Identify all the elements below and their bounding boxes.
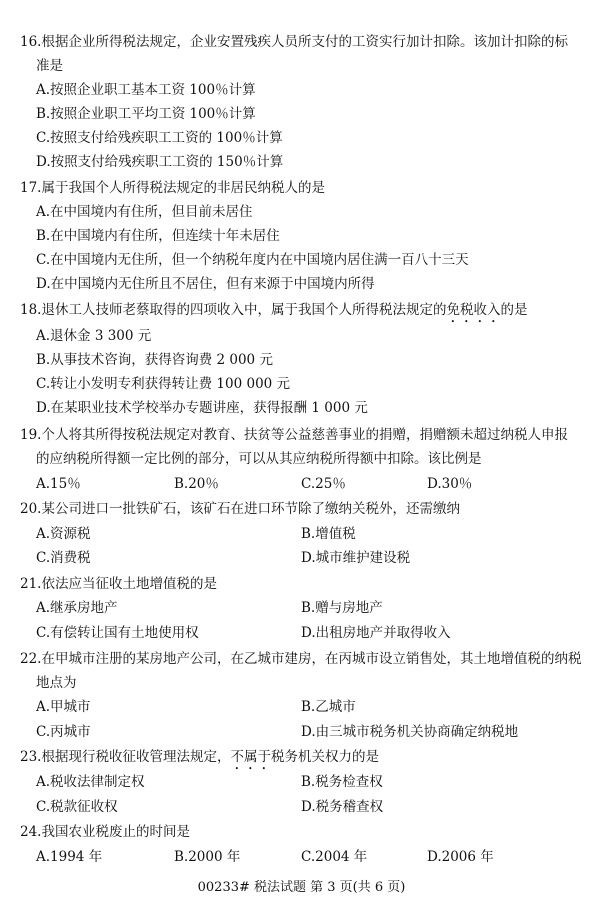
question-23-emphasis: 不属于 [230, 749, 271, 765]
question-21-option-c: C.有偿转让国有土地使用权 [36, 625, 199, 641]
question-24-option-a: A.1994 年 [36, 849, 103, 865]
question-19-option-a: A.15％ [36, 476, 81, 492]
question-21-option-d: D.出租房地产并取得收入 [301, 625, 451, 641]
question-24-option-d: D.2006 年 [427, 849, 494, 865]
question-21-stem: 21.依法应当征收土地增值税的是 [20, 576, 217, 592]
question-17-option-d: D.在中国境内无住所且不居住，但有来源于中国境内所得 [36, 276, 375, 292]
question-23-stem [20, 749, 379, 773]
question-19-stem-cont: 的应纳税所得额一定比例的部分，可以从其应纳税所得额中扣除。该比例是 [36, 451, 482, 467]
question-17-option-b: B.在中国境内有住所，但连续十年未居住 [36, 228, 280, 244]
question-24-option-b: B.2000 年 [174, 849, 241, 865]
question-22-stem: 22.在甲城市注册的某房地产公司，在乙城市建房，在丙城市设立销售处，其土地增值税的纳税 [20, 651, 582, 667]
question-16-option-a: A.按照企业职工基本工资 100％计算 [36, 82, 256, 98]
question-22-option-c: C.丙城市 [36, 724, 91, 740]
question-16-option-d: D.按照支付给残疾职工工资的 150％计算 [36, 154, 284, 170]
question-18-stem-after: 的是 [500, 302, 528, 318]
question-18-stem [20, 302, 527, 326]
question-19-option-c: C.25％ [301, 476, 346, 492]
question-20-stem: 20.某公司进口一批铁矿石，该矿石在进口环节除了缴纳关税外，还需缴纳 [20, 501, 460, 517]
question-16-stem-cont: 准是 [36, 58, 63, 74]
question-20-option-c: C.消费税 [36, 550, 91, 566]
question-23-option-a: A.税收法律制定权 [36, 774, 145, 790]
question-20-option-b: B.增值税 [301, 526, 356, 542]
question-17-stem: 17.属于我国个人所得税法规定的非居民纳税人的是 [20, 180, 325, 196]
question-19-option-d: D.30％ [427, 476, 473, 492]
question-20-option-a: A.资源税 [36, 526, 91, 542]
question-18-option-c: C.转让小发明专利获得转让费 100 000 元 [36, 376, 291, 392]
question-18-option-d: D.在某职业技术学校举办专题讲座，获得报酬 1 000 元 [36, 400, 368, 416]
question-16-stem: 16.根据企业所得税法规定，企业安置残疾人员所支付的工资实行加计扣除。该加计扣除的标 [20, 34, 568, 50]
question-22-option-d: D.由三城市税务机关协商确定纳税地 [301, 724, 519, 740]
question-22-stem-cont: 地点为 [36, 675, 77, 691]
question-18-stem-before: 18.退休工人技师老蔡取得的四项收入中，属于我国个人所得税法规定的 [20, 302, 447, 318]
page-footer: 00233# 税法试题 第 3 页(共 6 页) [197, 880, 406, 895]
question-18-option-a: A.退休金 3 300 元 [36, 328, 152, 344]
question-20-option-d: D.城市维护建设税 [301, 550, 411, 566]
question-24-stem: 24.我国农业税废止的时间是 [20, 824, 190, 840]
question-22-option-a: A.甲城市 [36, 699, 91, 715]
question-23-stem-before: 23.根据现行税收征收管理法规定， [20, 749, 231, 765]
question-23-stem-after: 税务机关权力的是 [270, 749, 379, 765]
question-19-option-b: B.20％ [174, 476, 219, 492]
question-19-stem: 19.个人将其所得按税法规定对教育、扶贫等公益慈善事业的捐赠，捐赠额未超过纳税人申报 [20, 427, 568, 443]
question-18-option-b: B.从事技术咨询，获得咨询费 2 000 元 [36, 352, 273, 368]
question-17-option-a: A.在中国境内有住所，但目前未居住 [36, 204, 253, 220]
question-21-option-a: A.继承房地产 [36, 600, 118, 616]
question-17-option-c: C.在中国境内无住所，但一个纳税年度内在中国境内居住满一百八十三天 [36, 252, 469, 268]
question-18-emphasis: 免税收入 [446, 302, 501, 318]
question-23-option-b: B.税务检查权 [301, 774, 383, 790]
question-21-option-b: B.赠与房地产 [301, 600, 383, 616]
question-16-option-c: C.按照支付给残疾职工工资的 100％计算 [36, 130, 283, 146]
question-22-option-b: B.乙城市 [301, 699, 356, 715]
question-23-option-d: D.税务稽查权 [301, 799, 384, 815]
question-24-option-c: C.2004 年 [301, 849, 368, 865]
question-23-option-c: C.税款征收权 [36, 799, 118, 815]
question-16-option-b: B.按照企业职工平均工资 100％计算 [36, 106, 256, 122]
